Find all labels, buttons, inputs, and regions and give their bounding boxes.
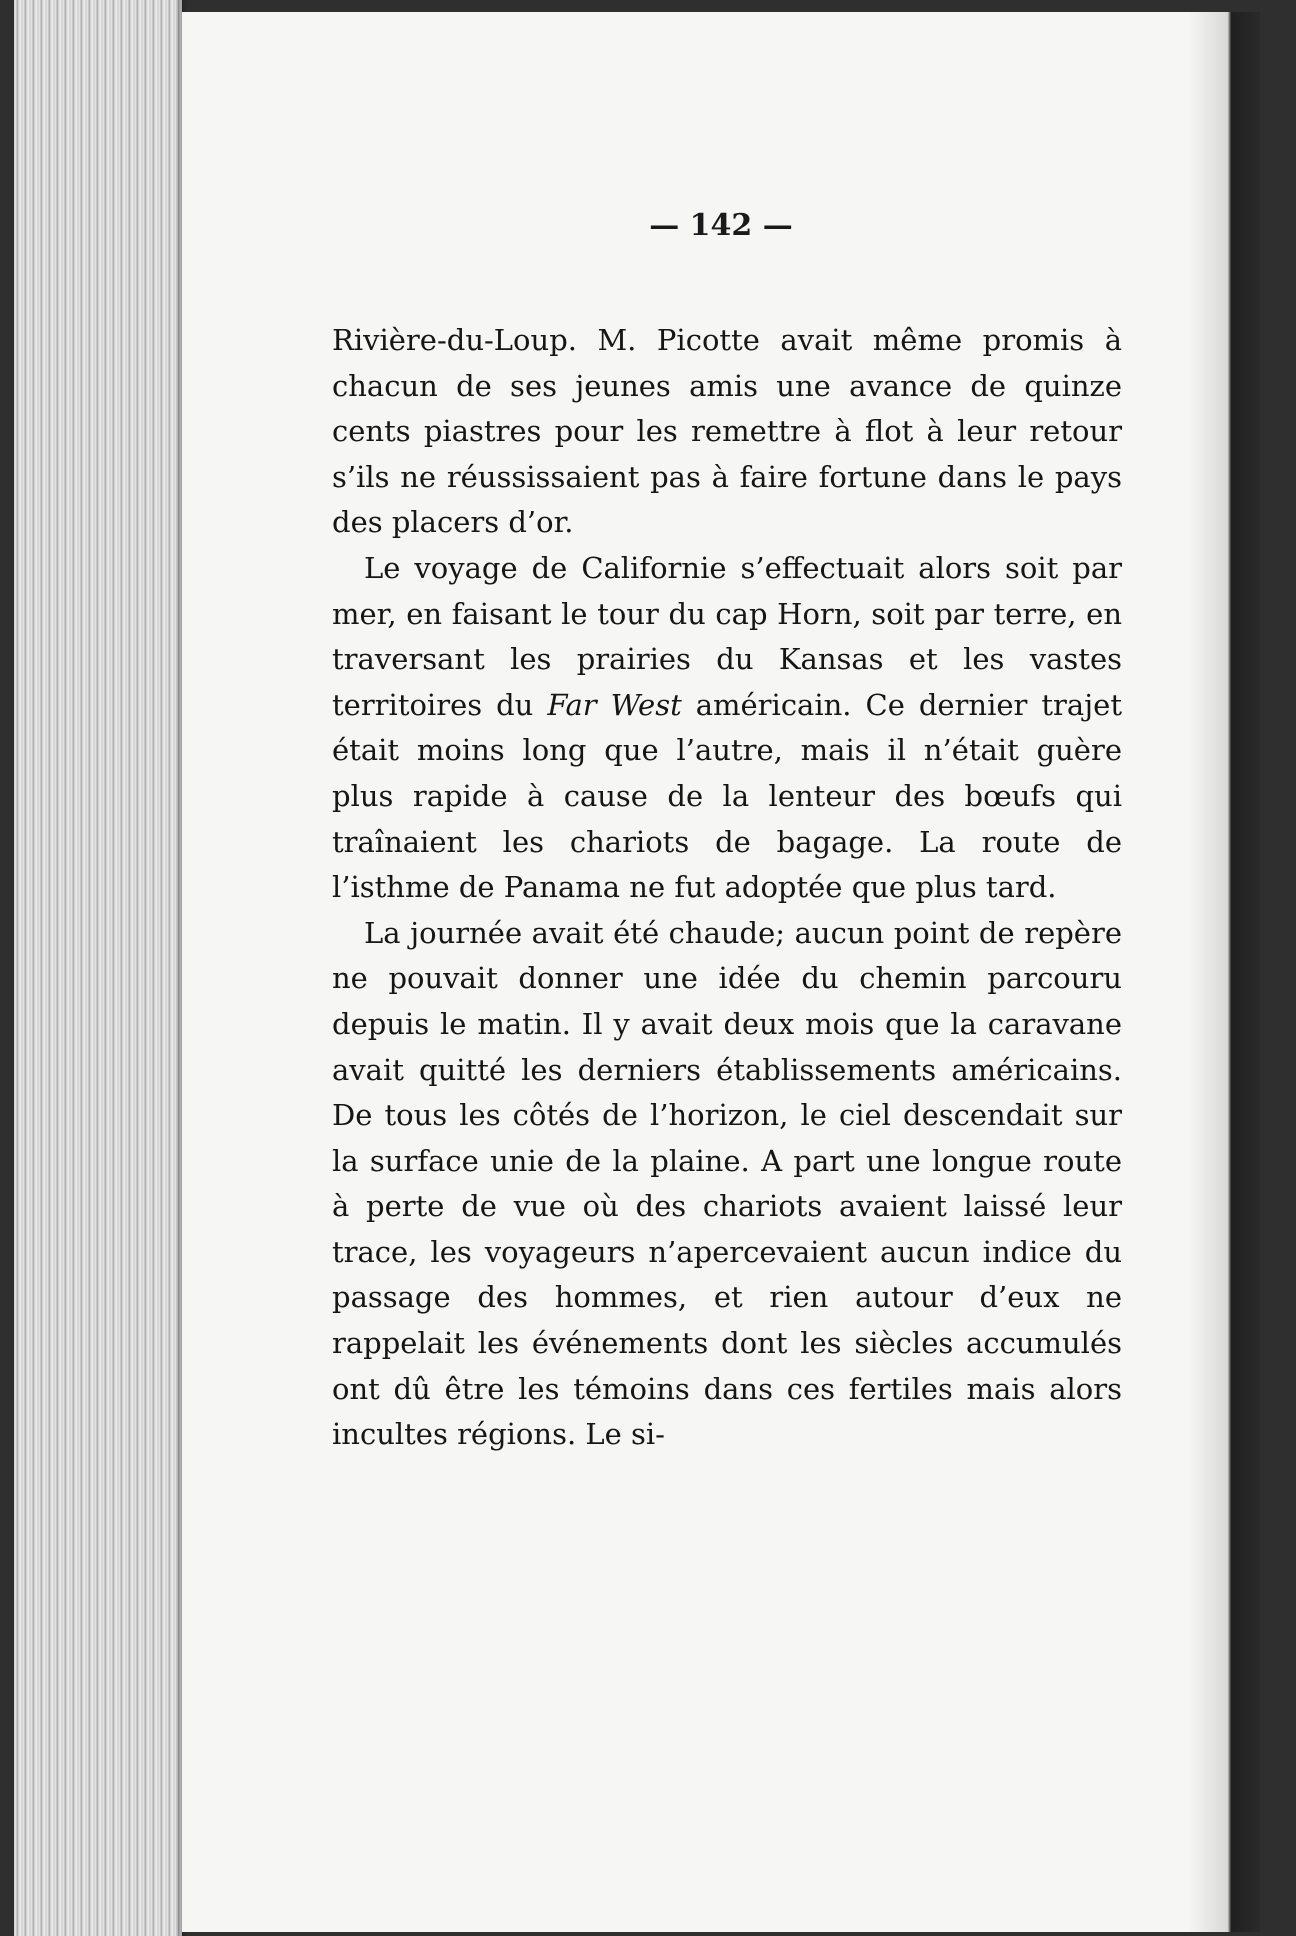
paragraph-1: Rivière-du-Loup. M. Picotte avait même promis à chacun de ses jeunes amis une avance de quinze cents piastres pour les remettre à flot à leur retour s’ils ne réussissaient pas à faire fortune dans le pays des placers d’or. [332, 323, 1122, 540]
paragraph-3: La journée avait été chaude; aucun point de repère ne pouvait donner une idée du chemin parcouru depuis le matin. Il y avait deux mois que la caravane avait quitté les derniers établissements américains. De tous les côtés de l’horizon, le ciel descendait sur la surface unie de la plaine. A part une longue route à perte de vue où des chariots avaient laissé leur trace, les voyageurs n’apercevaient aucun indice du passage des hommes, et rien autour d’eux ne rappelait les événements dont les siècles accumulés ont dû être les témoins dans ces fertiles mais alors incultes régions. Le si- [332, 915, 1122, 1452]
paragraph-2-italic: Far West [547, 687, 682, 722]
page-gutter-shadow [1188, 12, 1260, 1932]
page-body [332, 318, 1122, 1458]
paragraph-2 [332, 546, 1122, 911]
book-page-edges [14, 0, 182, 1936]
book-page [182, 12, 1260, 1932]
page-number: — 142 — [649, 208, 793, 243]
paragraph-2-start: Le voyage de Californie s’effectuait alors soit par mer, en faisant le tour du cap Horn, soit par terre, en traversant les prairies du Kansas et les vastes territoires du [332, 550, 1122, 722]
paragraph-2-rest: américain. Ce dernier trajet était moins long que l’autre, mais il n’était guère plus rapide à cause de la lenteur des bœufs qui traînaient les chariots de bagage. La route de l’isthme de Panama ne fut adoptée que plus tard. [332, 687, 1122, 905]
